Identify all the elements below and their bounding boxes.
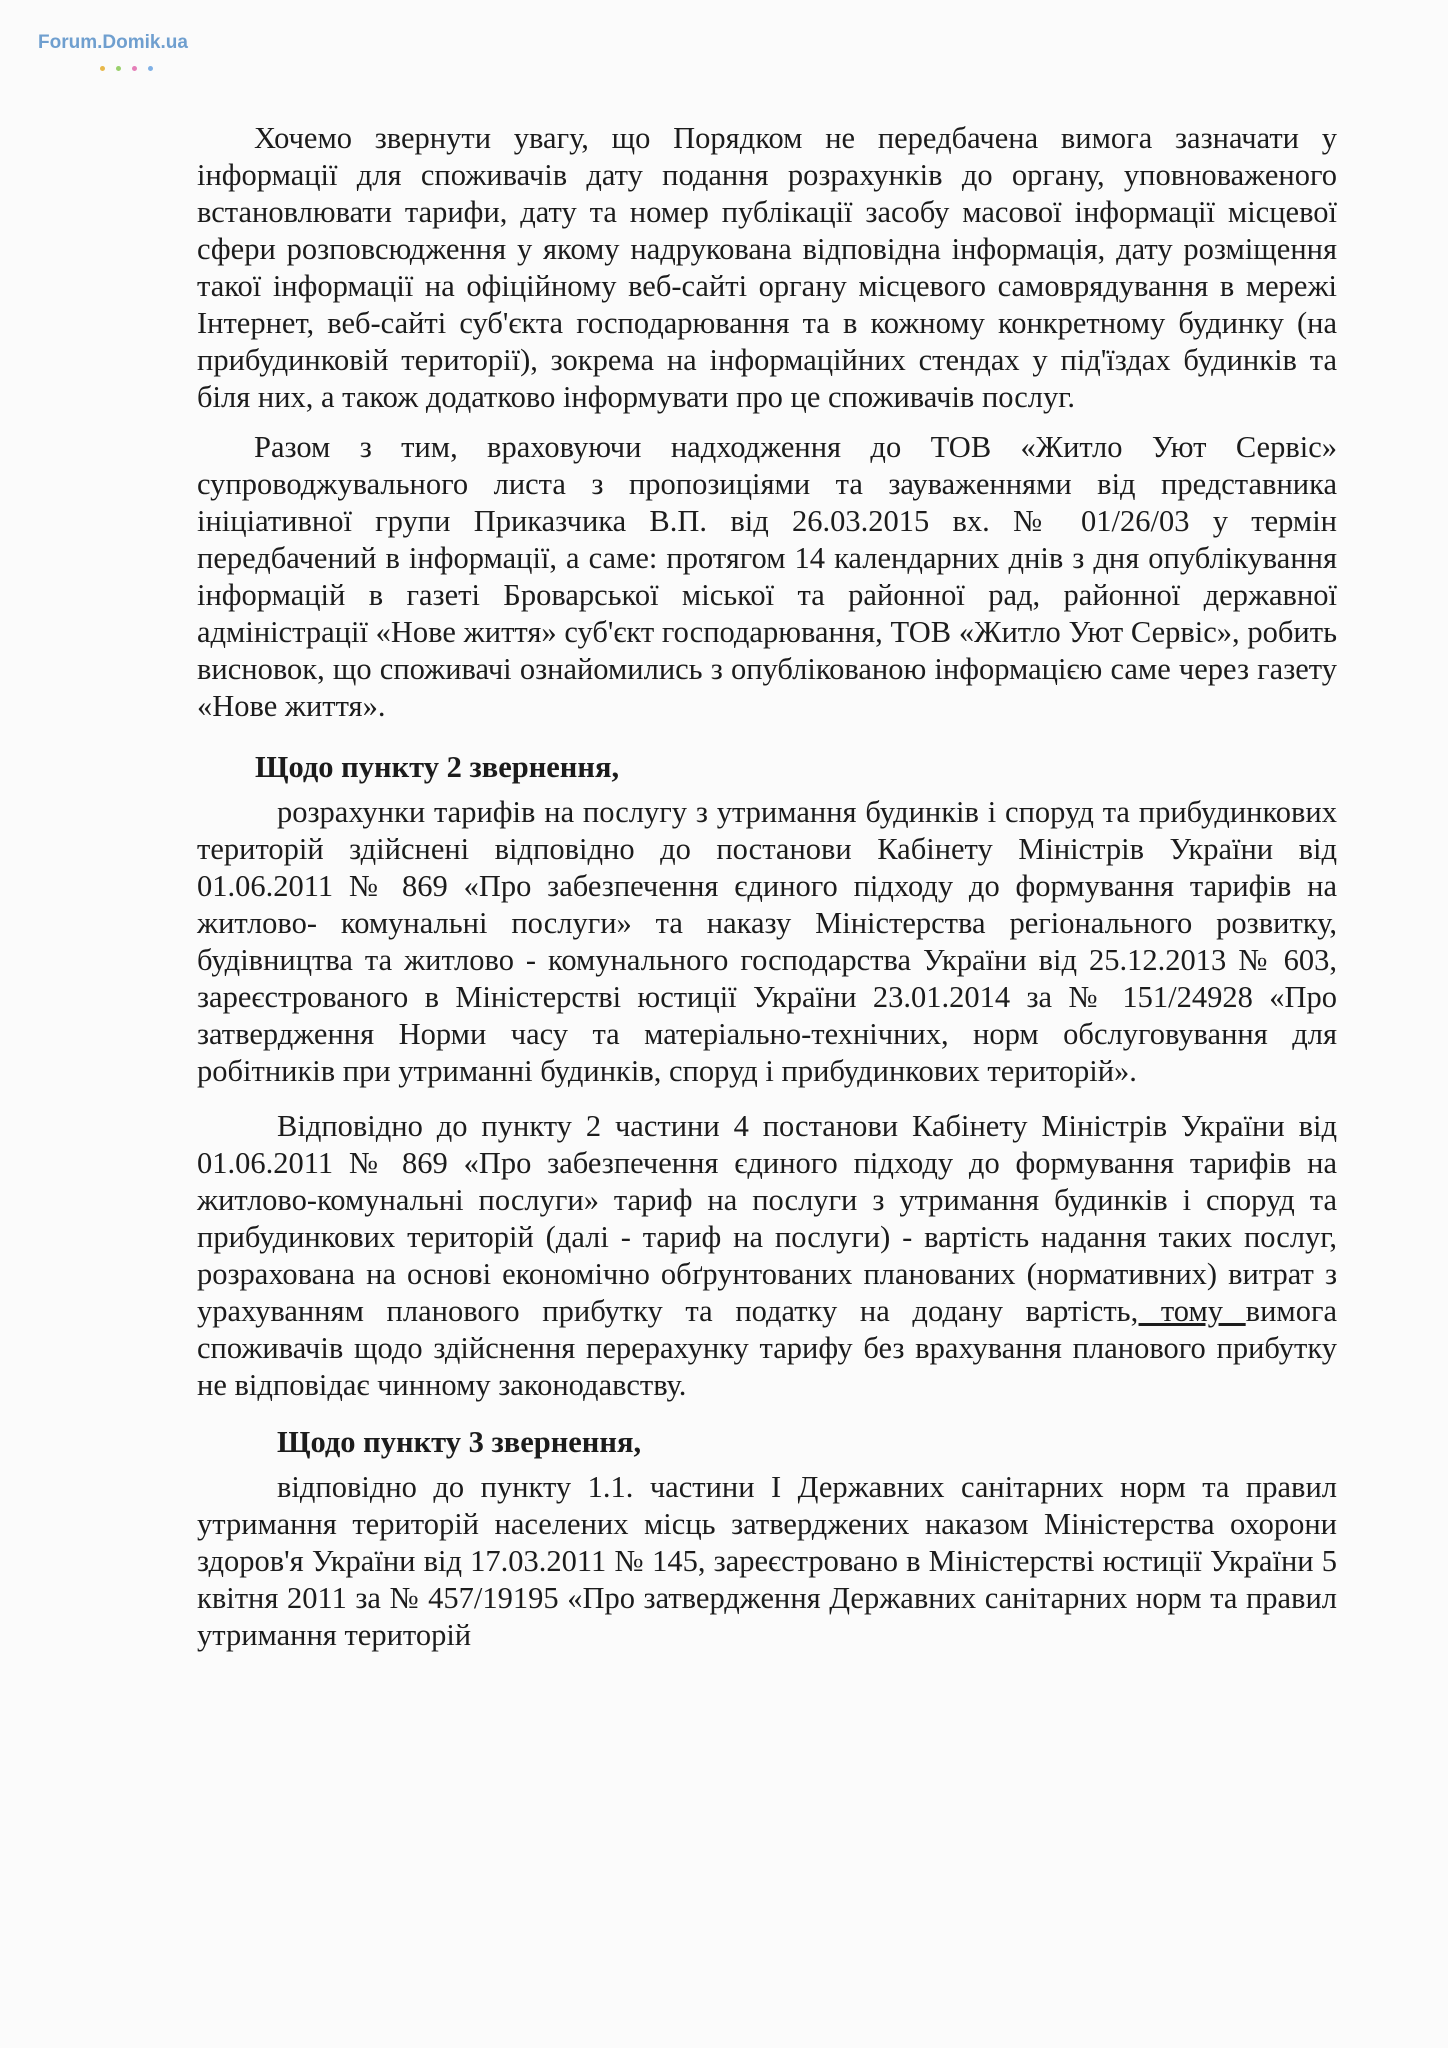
watermark-dots xyxy=(100,58,164,64)
paragraph-text: вимога споживачів щодо здійснення перерахунку тарифу без врахування планового прибутку не відповідає чинному законодавству. xyxy=(197,1294,1337,1402)
paragraph-sanitarni-normy: відповідно до пункту 1.1. частини І Державних санітарних норм та правил утримання територій населених місць затверджених наказом Міністерства охорони здоров'я України від 17.03.2011 № 145, зареєстровано в Міністерстві юстиції України 5 квітня 2011 за № 457/19195 «Про затвердження Державних санітарних норм та правил утримання територій xyxy=(197,1470,1337,1652)
watermark-logo: Forum.Domik.ua xyxy=(38,32,188,53)
heading-punkt-3: Щодо пункту 3 звернення, xyxy=(277,1425,642,1459)
heading-punkt-2: Щодо пункту 2 звернення, xyxy=(255,750,620,784)
document-page xyxy=(197,120,1337,1654)
paragraph-text: Відповідно до пункту 2 частини 4 постанови Кабінету Міністрів України від 01.06.2011 № 869 «Про забезпечення єдиного підходу до формування тарифів на житлово-комунальні послуги» тариф на послуги з утримання будинків і споруд та прибудинкових територій (далі - тариф на послуги) - вартість надання таких послуг, розрахована на основі економічно обґрунтованих планованих (нормативних) витрат з урахуванням планового прибутку та податку на додану вартість xyxy=(197,1109,1337,1328)
watermark-dot xyxy=(132,66,137,71)
watermark-dot xyxy=(116,66,121,71)
paragraph-razom-z-tym: Разом з тим, враховуючи надходження до ТОВ «Житло Уют Сервіс» супроводжувального листа з пропозиціями та зауваженнями від представника ініціативної групи Приказчика В.П. від 26.03.2015 вх. № 01/26/03 у термін передбачений в інформації, а саме: протягом 14 календарних днів з дня опублікування інформацій в газеті Броварської міської та районної рад, районної державної адміністрації «Нове життя» суб'єкт господарювання, ТОВ «Житло Уют Сервіс», робить висновок, що споживачі ознайомились з опублікованою інформацією саме через газету «Нове життя». xyxy=(197,430,1337,723)
paragraph-vidpovidno-punkt-2 xyxy=(197,1108,1337,1404)
watermark-dot xyxy=(100,66,105,71)
underlined-text: , тому xyxy=(1130,1294,1246,1328)
paragraph-porjadok: Хочемо звернути увагу, що Порядком не передбачена вимога зазначати у інформації для споживачів дату подання розрахунків до органу, уповноваженого встановлювати тарифи, дату та номер публікації засобу масової інформації місцевої сфери розповсюдження у якому надрукована відповідна інформація, дату розміщення такої інформації на офіційному веб-сайті органу місцевого самоврядування в мережі Інтернет, веб-сайті суб'єкта господарювання та в кожному конкретному будинку (на прибудинковій території), зокрема на інформаційних стендах у під'їздах будинків та біля них, а також додатково інформувати про це споживачів послуг. xyxy=(197,121,1337,414)
watermark-dot xyxy=(148,66,153,71)
paragraph-rozrakhunky-taryfiv: розрахунки тарифів на послугу з утримання будинків і споруд та прибудинкових територій здійснені відповідно до постанови Кабінету Міністрів України від 01.06.2011 № 869 «Про забезпечення єдиного підходу до формування тарифів на житлово- комунальні послуги» та наказу Міністерства регіонального розвитку, будівництва та житлово - комунального господарства України від 25.12.2013 № 603, зареєстрованого в Міністерстві юстиції України 23.01.2014 за № 151/24928 «Про затвердження Норми часу та матеріально-технічних, норм обслуговування для робітників при утриманні будинків, споруд і прибудинкових територій». xyxy=(197,795,1337,1088)
